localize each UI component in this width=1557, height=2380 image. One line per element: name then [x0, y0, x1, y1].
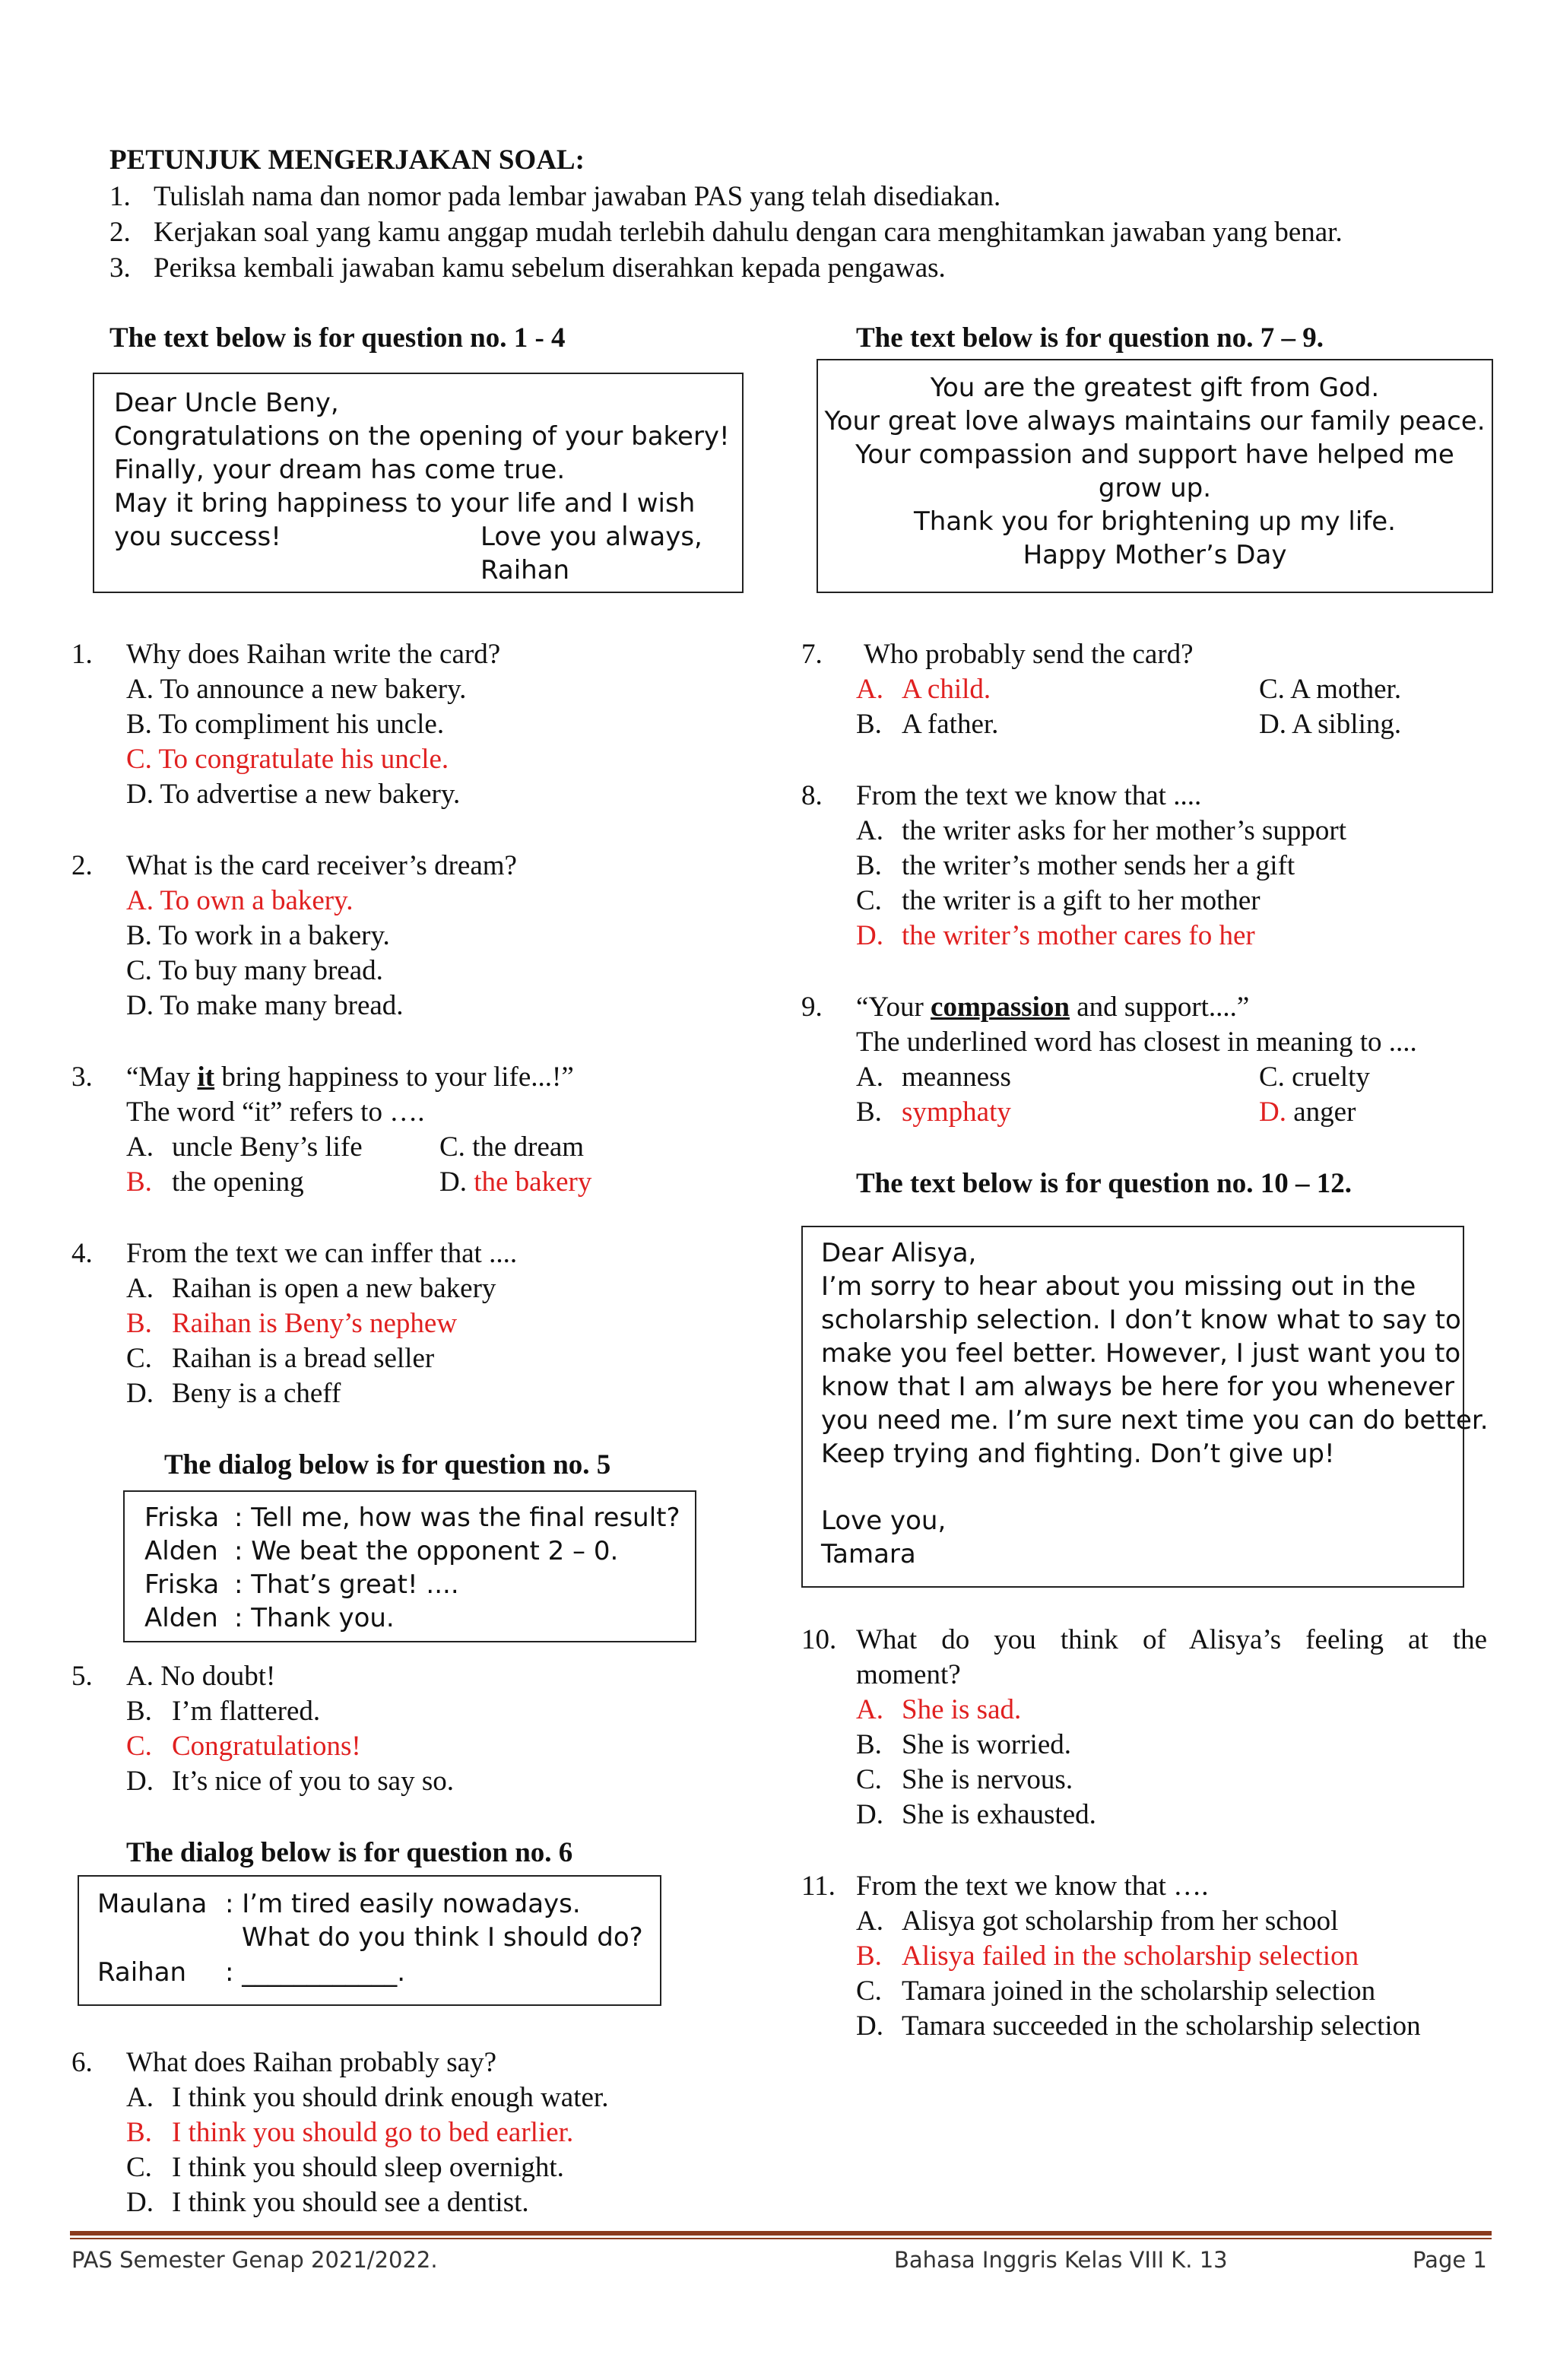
instruction-item-2: 2. Kerjakan soal yang kamu anggap mudah terlebih dahulu dengan cara menghitamkan jawaban yang benar. — [109, 217, 1343, 248]
answer-option-correct: C. To congratulate his uncle. — [126, 744, 449, 775]
card-line: Finally, your dream has come true. — [114, 455, 566, 485]
card-signature: Raihan — [480, 555, 570, 585]
page-number: Page 1 — [1413, 2247, 1487, 2273]
card-line: Your compassion and support have helped me — [855, 440, 1454, 470]
answer-option: A. uncle Beny’s life — [126, 1131, 363, 1163]
letter-line: I’m sorry to hear about you missing out in the — [821, 1271, 1416, 1302]
footer-left: PAS Semester Genap 2021/2022. — [71, 2247, 438, 2273]
answer-option: D. To advertise a new bakery. — [126, 779, 461, 810]
question-number: 10. — [801, 1624, 837, 1655]
instructions-title: PETUNJUK MENGERJAKAN SOAL: — [109, 144, 585, 176]
footer-rule — [70, 2231, 1492, 2236]
dialog-line: Friska : Tell me, how was the final result? — [144, 1503, 680, 1533]
question-number: 6. — [71, 2047, 93, 2078]
answer-option-correct: A. A child. — [856, 674, 991, 705]
section-heading-5: The dialog below is for question no. 5 — [164, 1449, 611, 1480]
answer-option: C. She is nervous. — [856, 1764, 1073, 1795]
answer-option-correct: B. I think you should go to bed earlier. — [126, 2117, 574, 2148]
question-number: 3. — [71, 1061, 93, 1093]
question-text: moment? — [856, 1659, 961, 1690]
question-number: 11. — [801, 1871, 836, 1902]
answer-option-correct: B. Alisya failed in the scholarship selection — [856, 1940, 1359, 1972]
card-line: Your great love always maintains our family peace. — [824, 406, 1486, 436]
answer-option: C. Raihan is a bread seller — [126, 1343, 435, 1374]
dialog-box-6 — [78, 1875, 661, 2006]
answer-option: A. To announce a new bakery. — [126, 674, 467, 705]
card-box-1-4 — [93, 373, 744, 593]
letter-line: make you feel better. However, I just want you to — [821, 1338, 1461, 1369]
question-number: 4. — [71, 1238, 93, 1269]
question-text: From the text we know that .... — [856, 780, 1202, 811]
question-text: Why does Raihan write the card? — [126, 639, 501, 670]
answer-option-correct: C. Congratulations! — [126, 1731, 361, 1762]
answer-option: A. Raihan is open a new bakery — [126, 1273, 496, 1304]
underlined-keyword: compassion — [931, 992, 1070, 1023]
answer-option: B. She is worried. — [856, 1729, 1071, 1760]
answer-option: B. I’m flattered. — [126, 1696, 321, 1727]
card-box-7-9 — [817, 359, 1493, 593]
answer-option: B. the writer’s mother sends her a gift — [856, 850, 1295, 881]
question-text: From the text we know that …. — [856, 1871, 1209, 1902]
dialog-line: Friska : That’s great! .... — [144, 1569, 459, 1600]
answer-option-correct: B. symphaty — [856, 1096, 1011, 1128]
answer-option: D. I think you should see a dentist. — [126, 2187, 529, 2218]
answer-option: B. To work in a bakery. — [126, 920, 390, 951]
question-text: What does Raihan probably say? — [126, 2047, 497, 2078]
question-text: The underlined word has closest in meaning to .... — [856, 1027, 1417, 1058]
answer-option: C. the writer is a gift to her mother — [856, 885, 1261, 916]
card-line: Congratulations on the opening of your bakery! — [114, 421, 730, 452]
question-number: 7. — [801, 639, 823, 670]
answer-option-correct: A. She is sad. — [856, 1694, 1022, 1725]
answer-option: B. To compliment his uncle. — [126, 709, 445, 740]
question-text: From the text we can inffer that .... — [126, 1238, 518, 1269]
question-text: “Your compassion and support....” — [856, 992, 1250, 1023]
card-line: Dear Uncle Beny, — [114, 388, 339, 418]
answer-option: D. Beny is a cheff — [126, 1378, 341, 1409]
answer-option: D. anger — [1259, 1096, 1356, 1128]
section-heading-7-9: The text below is for question no. 7 – 9. — [856, 322, 1324, 354]
question-text: Who probably send the card? — [864, 639, 1194, 670]
question-text: The word “it” refers to …. — [126, 1096, 425, 1128]
dialog-line: Raihan : ____________. — [97, 1957, 406, 1988]
letter-line: know that I am always be here for you whenever — [821, 1372, 1454, 1402]
section-heading-10-12: The text below is for question no. 10 – 12. — [856, 1168, 1352, 1199]
card-line: Thank you for brightening up my life. — [914, 506, 1396, 537]
card-line: grow up. — [1098, 473, 1212, 503]
card-line: You are the greatest gift from God. — [930, 373, 1380, 403]
answer-option: C. cruelty — [1259, 1061, 1370, 1093]
answer-option-correct: B. Raihan is Beny’s nephew — [126, 1308, 458, 1339]
answer-option: A. the writer asks for her mother’s support — [856, 815, 1347, 846]
letter-box-10-12 — [801, 1226, 1489, 1588]
card-line: Happy Mother’s Day — [1023, 540, 1287, 570]
answer-option: D. Tamara succeeded in the scholarship selection — [856, 2010, 1421, 2042]
card-line: you success! — [114, 522, 281, 552]
dialog-box-5 — [123, 1490, 696, 1642]
dialog-line: Alden : Thank you. — [144, 1603, 395, 1633]
answer-option: C. the dream — [439, 1131, 585, 1163]
answer-option-correct: B. the opening — [126, 1166, 304, 1198]
question-text: What is the card receiver’s dream? — [126, 850, 517, 881]
answer-option-correct: A. To own a bakery. — [126, 885, 354, 916]
instruction-item-3: 3. Periksa kembali jawaban kamu sebelum diserahkan kepada pengawas. — [109, 252, 946, 284]
card-line: May it bring happiness to your life and I wish — [114, 488, 696, 519]
answer-option: C. Tamara joined in the scholarship selection — [856, 1975, 1376, 2007]
dialog-line: Alden : We beat the opponent 2 – 0. — [144, 1536, 619, 1566]
letter-line: you need me. I’m sure next time you can do better. — [821, 1405, 1489, 1436]
question-text: What do you think of Alisya’s feeling at the — [856, 1624, 1487, 1655]
letter-line: Dear Alisya, — [821, 1238, 977, 1268]
section-heading-6: The dialog below is for question no. 6 — [126, 1837, 573, 1868]
card-closing: Love you always, — [480, 522, 702, 552]
footer-center: Bahasa Inggris Kelas VIII K. 13 — [894, 2247, 1228, 2273]
letter-line: Keep trying and fighting. Don’t give up! — [821, 1439, 1335, 1469]
letter-signature: Tamara — [821, 1539, 916, 1569]
answer-option: C. I think you should sleep overnight. — [126, 2152, 564, 2183]
question-number: 1. — [71, 639, 93, 670]
footer-rule-thin — [70, 2238, 1492, 2239]
answer-option: D. A sibling. — [1259, 709, 1402, 740]
answer-option: D. To make many bread. — [126, 990, 404, 1021]
letter-line: scholarship selection. I don’t know what to say to — [821, 1305, 1461, 1335]
answer-option-correct: D. the writer’s mother cares fo her — [856, 920, 1255, 951]
question-number: 5. — [71, 1661, 93, 1692]
question-number: 9. — [801, 992, 823, 1023]
question-text: “May it bring happiness to your life...!” — [126, 1061, 574, 1093]
answer-option-correct: D. the bakery — [439, 1166, 592, 1198]
answer-option: A. meanness — [856, 1061, 1011, 1093]
answer-option: A. I think you should drink enough water. — [126, 2082, 609, 2113]
question-number: 8. — [801, 780, 823, 811]
answer-option: B. A father. — [856, 709, 999, 740]
dialog-line: What do you think I should do? — [242, 1922, 643, 1953]
underlined-keyword: it — [197, 1061, 215, 1093]
answer-option: D. She is exhausted. — [856, 1799, 1096, 1830]
answer-option: A. No doubt! — [126, 1661, 276, 1692]
answer-option: A. Alisya got scholarship from her school — [856, 1906, 1339, 1937]
instruction-item-1: 1. Tulislah nama dan nomor pada lembar jawaban PAS yang telah disediakan. — [109, 181, 1001, 212]
letter-closing: Love you, — [821, 1506, 947, 1536]
answer-option: C. To buy many bread. — [126, 955, 383, 986]
answer-option: D. It’s nice of you to say so. — [126, 1766, 454, 1797]
section-heading-1-4: The text below is for question no. 1 - 4 — [109, 322, 566, 354]
question-number: 2. — [71, 850, 93, 881]
answer-option: C. A mother. — [1259, 674, 1402, 705]
dialog-line: Maulana : I’m tired easily nowadays. — [97, 1889, 581, 1919]
